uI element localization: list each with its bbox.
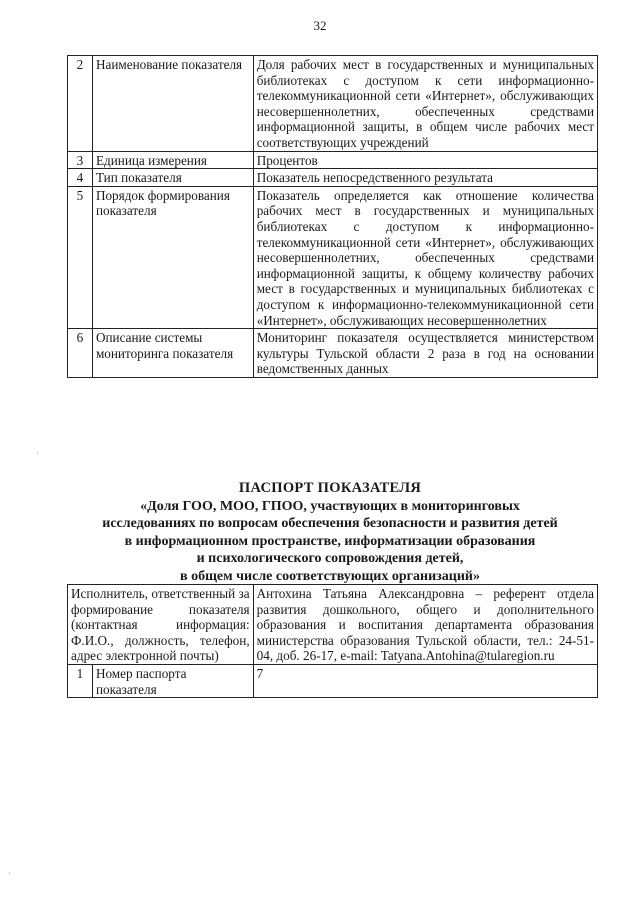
row-label: Описание системы мониторинга показателя <box>92 329 253 378</box>
executor-label: Исполнитель, ответственный за формирование показателя (контактная информация: Ф.И.О., должность, телефон, адрес электронной почты) <box>68 585 254 665</box>
table-row <box>68 329 598 378</box>
passport-table <box>67 584 598 698</box>
passport-subtitle-line: «Доля ГОО, МОО, ГПОО, участвующих в мониторинговых <box>140 498 520 514</box>
passport-title: ПАСПОРТ ПОКАЗАТЕЛЯ <box>238 480 422 496</box>
table-row <box>68 664 598 697</box>
row-label: Номер паспорта показателя <box>92 664 253 697</box>
indicator-table <box>67 55 598 378</box>
row-value: Мониторинг показателя осуществляется министерством культуры Тульской области 2 раза в год на основании ведомственных данных <box>253 329 597 378</box>
row-number: 5 <box>68 186 93 328</box>
passport-subtitle-line: и психологического сопровождения детей, <box>196 551 464 566</box>
passport-subtitle-line: исследованиях по вопросам обеспечения безопасности и развития детей <box>102 516 558 531</box>
table-row <box>68 151 598 169</box>
row-value: 7 <box>253 664 597 697</box>
row-label: Порядок формирования показателя <box>92 186 253 328</box>
row-value: Показатель непосредственного результата <box>253 169 597 187</box>
row-label: Единица измерения <box>92 151 253 169</box>
table-row <box>68 169 598 187</box>
row-label: Тип показателя <box>92 169 253 187</box>
page-number: 32 <box>313 18 327 33</box>
row-number: 1 <box>68 664 93 697</box>
row-label: Наименование показателя <box>92 56 253 152</box>
executor-value: Антохина Татьяна Александровна – референт отдела развития дошкольного, общего и дополнительного образования и воспитания департамента образования министерства образования Тульской области, тел.: 24-51-04, доб. 26-17, e-mail: Tatyana.Antohina@tularegion.ru <box>253 585 597 665</box>
table-row <box>68 56 598 152</box>
scan-speck: · <box>8 868 11 878</box>
row-number: 6 <box>68 329 93 378</box>
executor-row <box>68 585 598 665</box>
passport-subtitle-line: в информационном пространстве, информатизации образования <box>124 533 536 549</box>
row-value: Показатель определяется как отношение количества рабочих мест в государственных и муниципальных библиотеках с доступом к информационно-телекоммуникационной сети «Интернет», обслуживающих несовершеннолетних, обеспеченных средствами информационной защиты, к общему количеству рабочих мест в государственных и муниципальных библиотеках с доступом к информационно-телекоммуникационной сети «Интернет», обслуживающих несовершеннолетних <box>253 186 597 328</box>
row-value: Доля рабочих мест в государственных и муниципальных библиотеках с доступом к сети информационно-телекоммуникационной сети «Интернет», обслуживающих несовершеннолетних, обеспеченных средствами информационной защиты, в общем числе рабочих мест соответствующих учреждений <box>253 56 597 152</box>
row-number: 3 <box>68 151 93 169</box>
scan-speck: · <box>36 448 39 458</box>
passport-subtitle-line: в общем числе соответствующих организаций» <box>180 568 480 584</box>
row-value: Процентов <box>253 151 597 169</box>
table-row <box>68 186 598 328</box>
passport-heading <box>60 480 600 585</box>
row-number: 4 <box>68 169 93 187</box>
row-number: 2 <box>68 56 93 152</box>
